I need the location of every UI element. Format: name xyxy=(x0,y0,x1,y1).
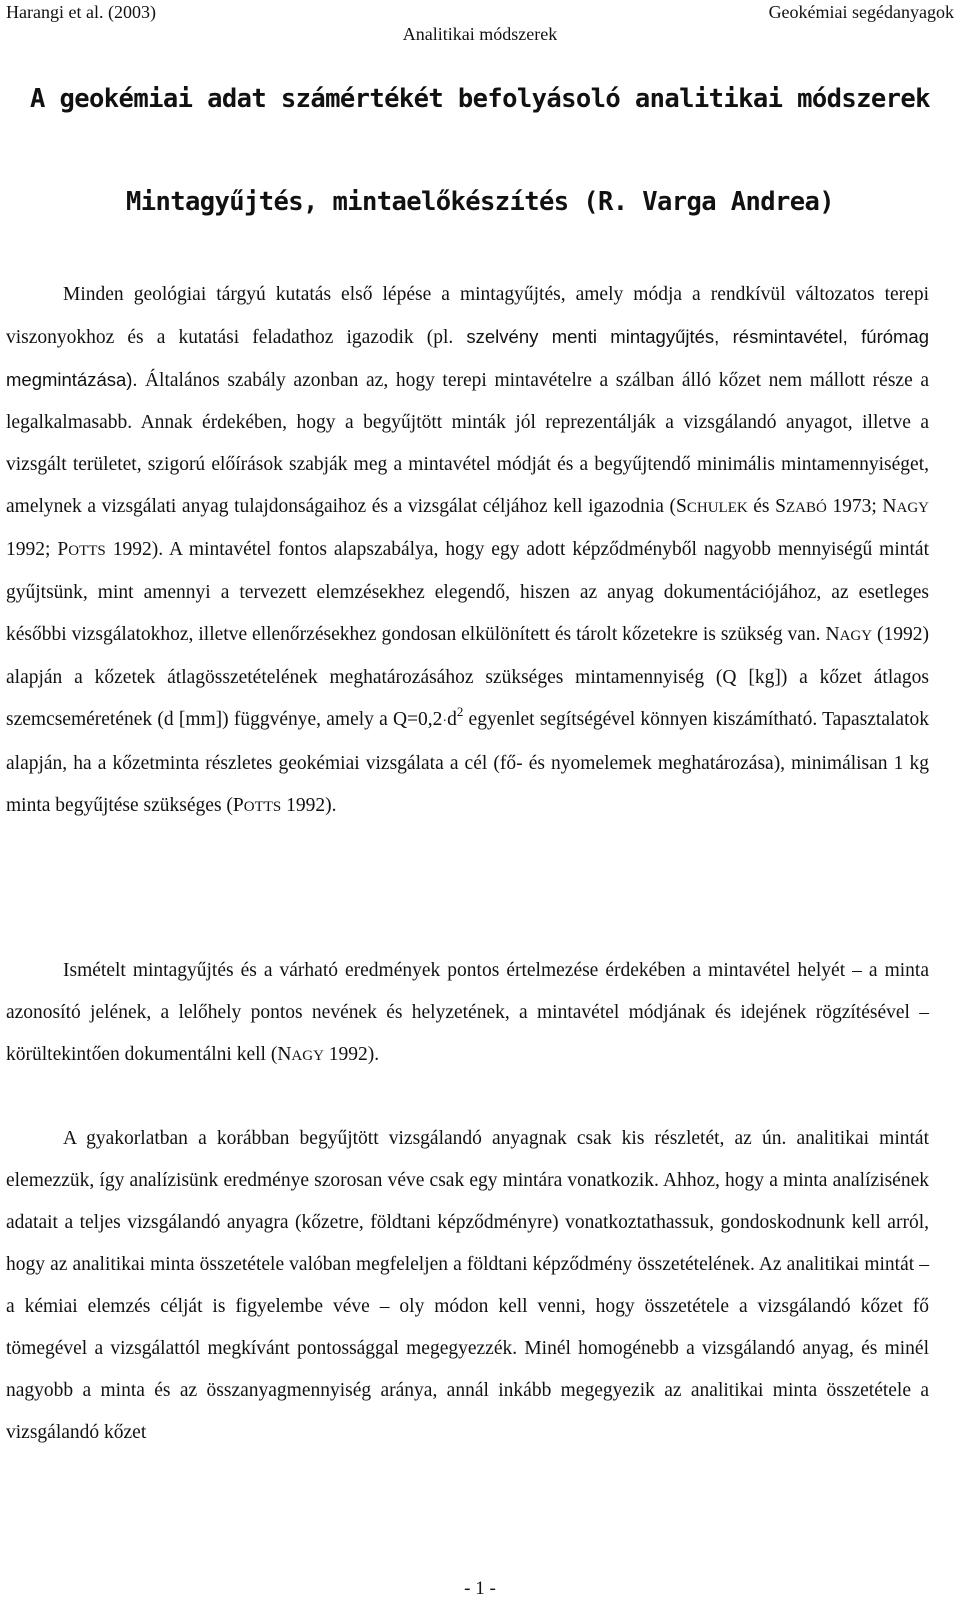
citation-author: NAGY xyxy=(825,624,873,645)
page-number: - 1 - xyxy=(464,1578,496,1599)
citation-author: SZABÓ xyxy=(775,496,827,517)
citation-author: NAGY xyxy=(882,496,929,517)
document-title: A geokémiai adat számértékét befolyásoló analitikai módszerek xyxy=(30,84,930,114)
citation-author: POTTS xyxy=(57,539,106,560)
body-text xyxy=(6,950,929,1077)
header-citation: Harangi et al. (2003) xyxy=(6,2,156,22)
header-series-title: Geokémiai segédanyagok xyxy=(768,2,954,22)
header-chapter-title: Analitikai módszerek xyxy=(402,24,558,44)
section-title: Mintagyűjtés, mintaelőkészítés (R. Varga Andrea) xyxy=(125,187,835,217)
paragraph-3: A gyakorlatban a korábban begyűjtött vizsgálandó anyagnak csak kis részletét, az ún. analitikai mintát elemezzük, így analízisünk eredménye szorosan véve csak egy mintára vonatkozik. Ahhoz, hogy a minta analízisének adatait a teljes vizsgálandó anyagra (kőzetre, földtani képződményre) vonatkoztathassuk, gondoskodnunk kell arról, hogy az analitikai minta összetétele valóban megfeleljen a földtani képződmény összetételének. Az analitikai mintát – a kémiai elemzés célját is figyelembe véve – oly módon kell venni, hogy összetétele a vizsgálandó kőzet fő tömegével a vizsgálattól megkívánt pontossággal megegyezzék. Minél homogénebb a vizsgálandó anyag, és minél nagyobb a minta és az összanyagmennyiség aránya, annál inkább megegyezik az analitikai minta összetétele a vizsgálandó kőzet xyxy=(6,1128,929,1443)
page-header xyxy=(6,1,954,49)
citation-author: SCHULEK xyxy=(676,496,748,517)
body-text xyxy=(6,274,929,828)
citation-author: POTTS xyxy=(232,795,282,816)
paragraph-1: Minden geológiai tárgyú kutatás első lépése a mintagyűjtés, amely módja a rendkívül változatos terepi viszonyokhoz és a kutatási feladathoz igazodik (pl. szelvény menti mintagyűjtés, résmintavétel, fúrómag megmintázása). Általános szabály azonban az, hogy terepi mintavételre a szálban álló kőzet nem mállott része a legalkalmasabb. Annak érdekében, hogy a begyűjtött minták jól reprezentálják a vizsgálandó anyagot, illetve a vizsgált területet, szigorú előírások szabják meg a mintavétel módját és a begyűjtendő minimális mintamennyiséget, amelynek a vizsgálati anyag tulajdonságaihoz és a vizsgálat céljához kell igazodnia (SCHULEK és SZABÓ 1973; NAGY 1992; POTTS 1992). A mintavétel fontos alapszabálya, hogy egy adott képződményből nagyobb mennyiségű mintát gyűjtsünk, mint amennyi a tervezett elemzésekhez elegendő, hiszen az anyag dokumentációjához, az esetleges későbbi vizsgálatokhoz, illetve ellenőrzésekhez gondosan elkülönített és tárolt kőzetekre is szükség van. NAGY (1992) alapján a kőzetek átlagösszetételének meghatározásához szükséges mintamennyiség (Q [kg]) a kőzet átlagos szemcseméretének (d [mm]) függvénye, amely a $Q=0,2\cdot d^2$ egyenlet segítségével könnyen kiszámítható. Tapasztalatok alapján, ha a kőzetminta részletes geokémiai vizsgálata a cél (fő- és nyomelemek meghatározása), minimálisan 1 kg minta begyűjtése szükséges (POTTS 1992). xyxy=(6,284,930,816)
citation-author: NAGY xyxy=(277,1044,324,1065)
formula: $\cdot d^2$ xyxy=(442,704,464,730)
paragraph-2: Ismételt mintagyűjtés és a várható eredmények pontos értelmezése érdekében a mintavétel helyét – a minta azonosító jelének, a lelőhely pontos nevének és helyzetének, a mintavétel módjának és idejének rögzítésével – körültekintően dokumentálni kell (NAGY 1992). xyxy=(6,960,929,1065)
body-text xyxy=(6,1118,929,1454)
sans-serif-phrase: szelvény menti mintagyűjtés, résmintavétel, fúrómag megmintázása) xyxy=(6,326,930,390)
